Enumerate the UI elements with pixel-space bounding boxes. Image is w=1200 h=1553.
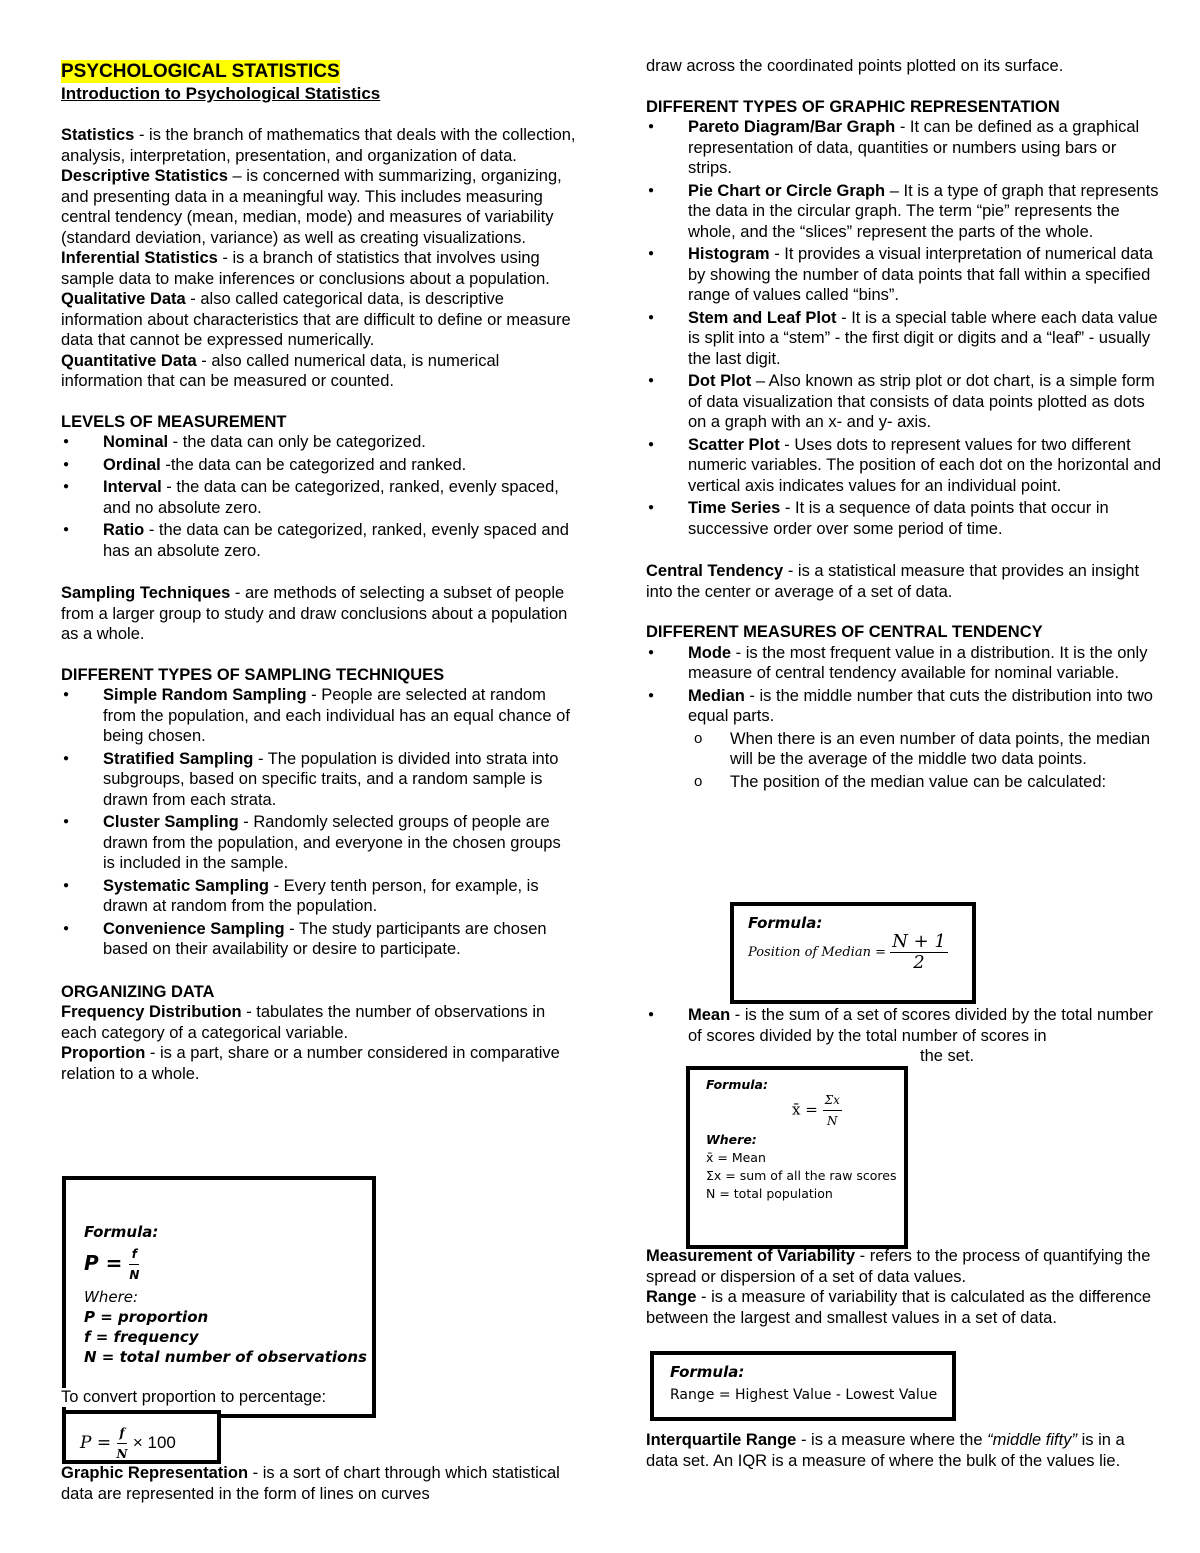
where-line: x̄ = Mean [706, 1150, 766, 1165]
where-line: Σx = sum of all the raw scores [706, 1168, 897, 1183]
range-formula-box [650, 1351, 956, 1421]
definition-quantitative: Quantitative Data - also called numerical data, is numerical information that can be measured or counted. [61, 351, 500, 390]
levels-list [61, 432, 576, 561]
definition-range: Range - is a measure of variability that is calculated as the difference between the largest and smallest values in a set of data. [646, 1288, 1152, 1327]
proportion-equation: P = $\frac{f}{N}$ [84, 1244, 367, 1285]
list-item: ● Simple Random Sampling - People are selected at random from the population, and each individual has an equal chance of being chosen. [61, 685, 576, 747]
list-item: ● Stratified Sampling - The population is divided into strata into subgroups, based on specific traits, and a random sample is drawn from each strata. [61, 749, 576, 811]
page-subtitle: Introduction to Psychological Statistics [61, 84, 381, 103]
list-item: ● Stem and Leaf Plot - It is a special table where each data value is split into a “stem” - the first digit or digits and a “leaf” - usually the last digit. [646, 308, 1161, 370]
central-types-list [646, 643, 1161, 793]
left-column [61, 60, 576, 1084]
where-label: Where: [84, 1288, 139, 1306]
page-title: PSYCHOLOGICAL STATISTICS [61, 61, 340, 82]
mean-formula-box [686, 1066, 908, 1249]
graphic-types-heading: DIFFERENT TYPES OF GRAPHIC REPRESENTATION [646, 97, 1060, 116]
range-equation: Range = Highest Value - Lowest Value [670, 1387, 938, 1403]
formula-label: Formula: [84, 1223, 159, 1241]
definition-qualitative: Qualitative Data - also called categorical data, is descriptive information about characteristics that are difficult to define or measure data that cannot be expressed numerically. [61, 290, 571, 349]
list-item: ● Mode - is the most frequent value in a distribution. It is the only measure of central tendency available for nominal variable. [646, 643, 1161, 684]
definition-frequency: Frequency Distribution - tabulates the number of observations in each category of a categorical variable. [61, 1003, 546, 1042]
list-item: ● Nominal - the data can only be categorized. [61, 432, 576, 453]
definition-descriptive: Descriptive Statistics – is concerned with summarizing, organizing, and presenting data in a meaningful way. This includes measuring central tendency (mean, median, mode) and measures of variability (standard deviation, variance) as well as creating visualizations. [61, 167, 562, 247]
mean-equation: x̄ = $\frac{\Sigma x}{N}$ [706, 1090, 897, 1131]
list-item: ● Time Series - It is a sequence of data points that occur in successive order over some period of time. [646, 498, 1161, 539]
formula-label: Formula: [670, 1363, 745, 1381]
graphic-continuation: draw across the coordinated points plotted on its surface. [646, 57, 1064, 75]
central-types-heading: DIFFERENT MEASURES OF CENTRAL TENDENCY [646, 623, 1043, 641]
levels-heading: LEVELS OF MEASUREMENT [61, 412, 287, 431]
list-item: ● Cluster Sampling - Randomly selected groups of people are drawn from the population, and everyone in the chosen groups is included in the sample. [61, 812, 576, 874]
percentage-equation: P = $\frac{f}{N}$ × 100 [80, 1423, 176, 1464]
proportion-formula-box [62, 1176, 376, 1418]
where-line: N = total population [706, 1186, 833, 1201]
where-label: Where: [706, 1132, 757, 1147]
where-line: f = frequency [84, 1328, 199, 1346]
graphic-types-list [646, 117, 1161, 539]
definition-inferential: Inferential Statistics - is a branch of statistics that involves using sample data to make inferences or conclusions about a population. [61, 249, 550, 288]
list-item: ● Median - is the middle number that cuts the distribution into two equal parts. [646, 686, 1161, 727]
sampling-types-heading: DIFFERENT TYPES OF SAMPLING TECHNIQUES [61, 665, 445, 684]
organizing-heading: ORGANIZING DATA [61, 982, 215, 1001]
list-item: ● Histogram - It provides a visual interpretation of numerical data by showing the number of data points that fall within a specified range of values called “bins”. [646, 244, 1161, 306]
list-item: ● Ordinal -the data can be categorized and ranked. [61, 455, 576, 476]
list-item: ● Interval - the data can be categorized, ranked, evenly spaced, and no absolute zero. [61, 477, 576, 518]
definition-central-tendency: Central Tendency - is a statistical measure that provides an insight into the center or average of a set of data. [646, 562, 1140, 601]
list-item: ● Ratio - the data can be categorized, ranked, evenly spaced and has an absolute zero. [61, 520, 576, 561]
median-formula-box [730, 902, 976, 1004]
list-item: ● Convenience Sampling - The study participants are chosen based on their availability or desire to participate. [61, 919, 576, 960]
list-item: o The position of the median value can be calculated: [646, 772, 1161, 793]
definition-iqr: Interquartile Range - is a measure where the “middle fifty” is in a data set. An IQR is a measure of where the bulk of the values lie. [646, 1431, 1125, 1470]
list-item: ● Dot Plot – Also known as strip plot or dot chart, is a simple form of data visualization that consists of data points plotted as dots on a graph with an x- and y- axis. [646, 371, 1161, 433]
mean-list [646, 1005, 1161, 1069]
definition-statistics: Statistics - is the branch of mathematics that deals with the collection, analysis, interpretation, presentation, and organization of data. [61, 126, 576, 165]
formula-label: Formula: [706, 1077, 768, 1092]
definition-graphic: Graphic Representation - is a sort of chart through which statistical data are represented in the form of lines on curves [61, 1464, 560, 1503]
right-column [646, 56, 1161, 794]
sampling-definition: Sampling Techniques - are methods of selecting a subset of people from a larger group to study and draw conclusions about a population as a whole. [61, 584, 568, 643]
median-equation: Position of Median = $\frac{N + 1}{2}$ [748, 931, 946, 973]
definition-proportion: Proportion - is a part, share or a number considered in comparative relation to a whole. [61, 1044, 560, 1083]
where-line: N = total number of observations [84, 1348, 367, 1366]
variability-section [646, 1246, 1161, 1328]
formula-label: Formula: [748, 914, 823, 932]
sampling-types-list [61, 685, 576, 960]
list-item: ● Scatter Plot - Uses dots to represent values for two different numeric variables. The position of each dot on the horizontal and vertical axis indicates values for an individual point. [646, 435, 1161, 497]
where-line: P = proportion [84, 1308, 209, 1326]
definition-variability: Measurement of Variability - refers to the process of quantifying the spread or dispersion of a set of data values. [646, 1247, 1151, 1286]
percentage-formula-box [62, 1410, 221, 1464]
list-item: o When there is an even number of data points, the median will be the average of the middle two data points. [646, 729, 1161, 770]
list-item: ● Mean - is the sum of a set of scores divided by the total number of scores divided by the total number of scores in the set. [646, 1005, 1161, 1067]
list-item: ● Pareto Diagram/Bar Graph - It can be defined as a graphical representation of data, quantities or numbers using bars or strips. [646, 117, 1161, 179]
list-item: ● Systematic Sampling - Every tenth person, for example, is drawn at random from the population. [61, 876, 576, 917]
convert-text: To convert proportion to percentage: [61, 1388, 327, 1406]
list-item: ● Pie Chart or Circle Graph – It is a type of graph that represents the data in the circular graph. The term “pie” represents the whole, and the “slices” represent the parts of the whole. [646, 181, 1161, 243]
